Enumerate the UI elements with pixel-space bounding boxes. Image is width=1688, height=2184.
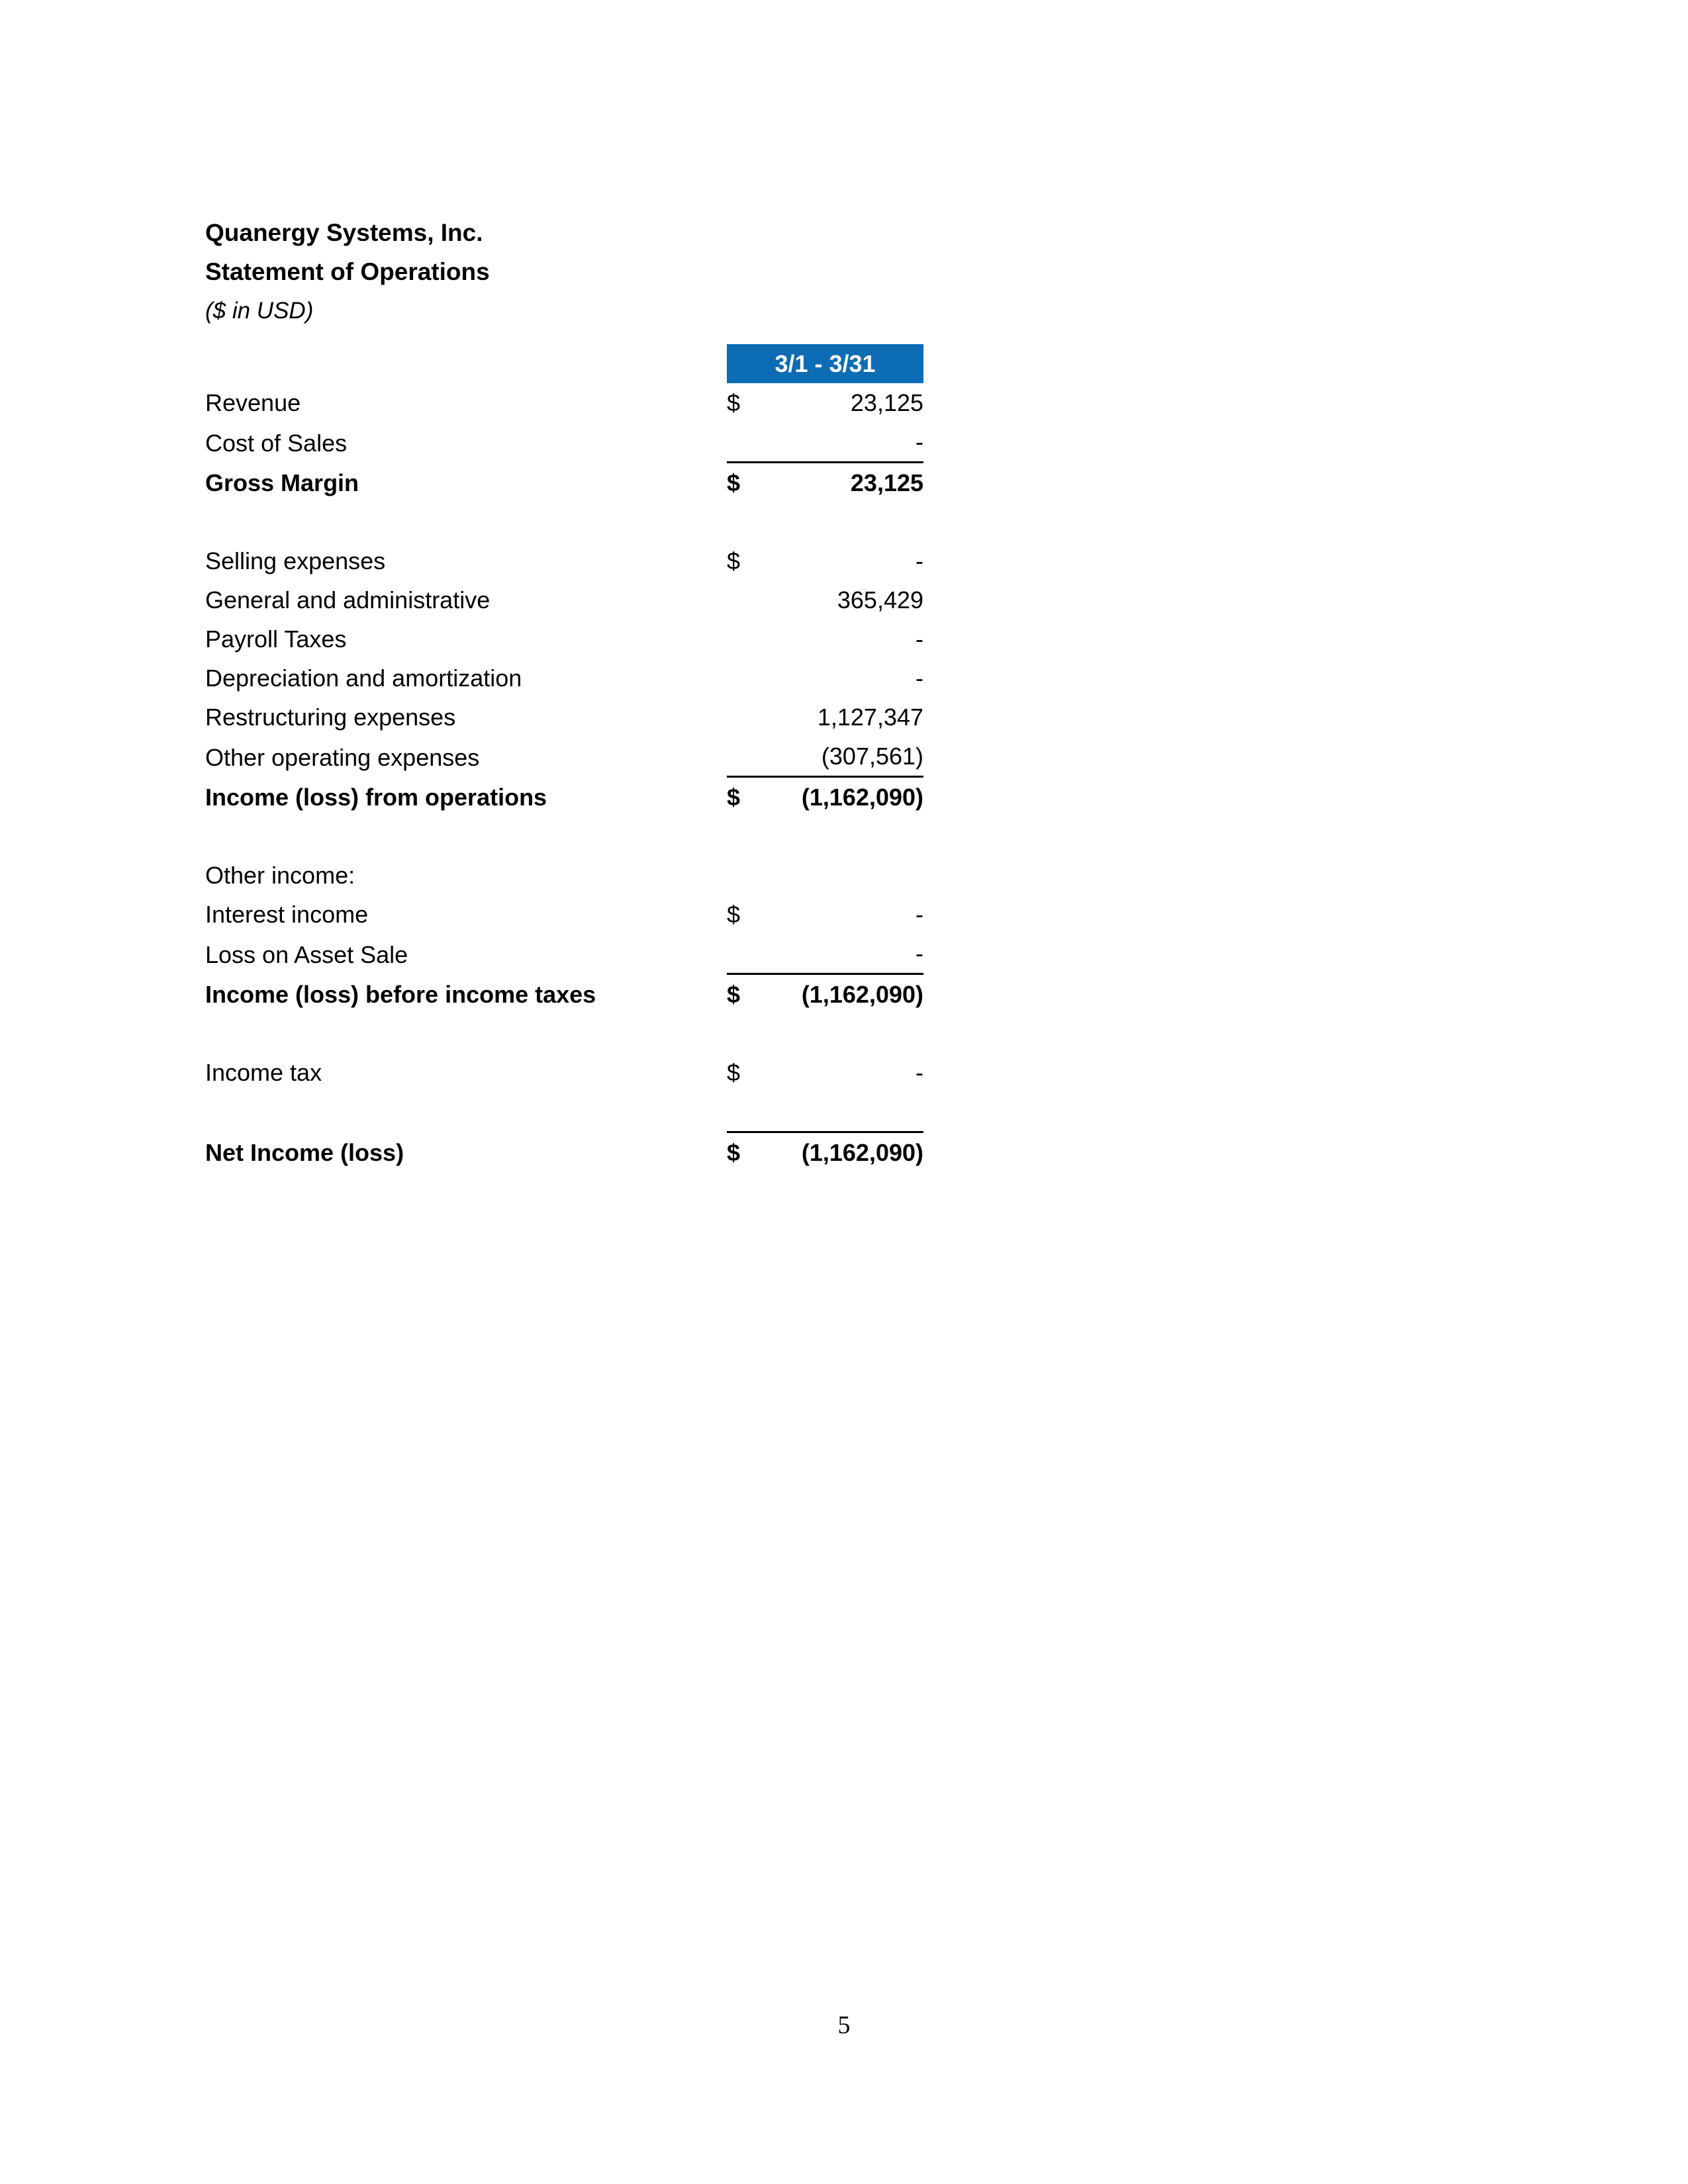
row-label-net-income: Net Income (loss) [205, 1139, 404, 1166]
row-spacer [205, 1092, 923, 1132]
row-label-general-administrative: General and administrative [205, 586, 491, 614]
column-header-period: 3/1 - 3/31 [727, 344, 923, 383]
table-row [205, 895, 923, 934]
table-row [205, 422, 923, 463]
row-spacer [205, 817, 923, 856]
row-value-other-income-heading [761, 856, 923, 895]
statement-of-operations-table [205, 344, 923, 1172]
row-label-payroll-taxes: Payroll Taxes [205, 625, 347, 653]
row-value-payroll-taxes: - [915, 625, 924, 653]
document-header [205, 213, 1000, 330]
row-label-other-income-heading: Other income: [205, 862, 355, 889]
row-label-other-operating-expenses: Other operating expenses [205, 743, 480, 771]
row-currency-gross-margin: $ [727, 463, 761, 503]
row-currency-general-administrative [727, 580, 761, 619]
row-spacer [205, 1014, 923, 1053]
row-currency-payroll-taxes [727, 619, 761, 659]
row-value-revenue: 23,125 [850, 389, 924, 416]
row-value-restructuring-expenses: 1,127,347 [817, 704, 924, 731]
table-row-subtotal [205, 974, 923, 1015]
row-value-income-before-taxes: (1,162,090) [761, 974, 923, 1015]
row-currency-income-from-operations: $ [727, 777, 761, 817]
table-row-total [205, 1132, 923, 1173]
table-row [205, 934, 923, 974]
row-value-net-income: (1,162,090) [761, 1132, 923, 1173]
row-value-gross-margin: 23,125 [761, 463, 923, 503]
row-spacer [205, 502, 923, 541]
row-currency-depreciation-amortization [727, 659, 761, 698]
row-label-interest-income: Interest income [205, 901, 369, 928]
row-currency-income-tax: $ [727, 1059, 741, 1086]
row-value-general-administrative: 365,429 [837, 586, 924, 614]
row-label-income-from-operations: Income (loss) from operations [205, 784, 547, 811]
table-row [205, 383, 923, 422]
row-currency-other-operating-expenses [727, 737, 761, 777]
page-number: 5 [837, 2011, 851, 2039]
row-currency-selling-expenses: $ [727, 547, 741, 574]
table-row [205, 1053, 923, 1092]
row-label-depreciation-amortization: Depreciation and amortization [205, 664, 522, 692]
row-currency-cost-of-sales [727, 422, 761, 463]
row-currency-other-income-heading [727, 856, 761, 895]
table-row [205, 619, 923, 659]
header-spacer [205, 344, 727, 383]
row-label-selling-expenses: Selling expenses [205, 547, 386, 574]
row-currency-loss-on-asset-sale [727, 934, 761, 974]
row-value-selling-expenses: - [915, 547, 924, 574]
units-note: ($ in USD) [205, 298, 314, 324]
row-currency-net-income: $ [727, 1132, 761, 1173]
table-row [205, 541, 923, 580]
row-label-cost-of-sales: Cost of Sales [205, 429, 348, 457]
table-row-subtotal [205, 777, 923, 817]
row-value-cost-of-sales: - [915, 428, 924, 455]
table-row [205, 856, 923, 895]
table-row [205, 698, 923, 737]
table-row-subtotal [205, 463, 923, 503]
row-value-loss-on-asset-sale: - [915, 940, 924, 967]
table-row [205, 580, 923, 619]
row-currency-income-before-taxes: $ [727, 974, 761, 1015]
row-label-income-tax: Income tax [205, 1059, 322, 1086]
row-label-revenue: Revenue [205, 389, 301, 416]
row-label-gross-margin: Gross Margin [205, 469, 359, 496]
row-value-interest-income: - [915, 901, 924, 928]
table-header-row [205, 344, 923, 383]
row-label-income-before-taxes: Income (loss) before income taxes [205, 981, 596, 1008]
table-row [205, 659, 923, 698]
row-currency-revenue: $ [727, 389, 741, 416]
row-value-depreciation-amortization: - [915, 664, 924, 692]
row-value-other-operating-expenses: (307,561) [821, 743, 924, 770]
row-currency-interest-income: $ [727, 901, 741, 928]
statement-title: Statement of Operations [205, 258, 490, 285]
row-value-income-from-operations: (1,162,090) [761, 777, 923, 817]
row-label-loss-on-asset-sale: Loss on Asset Sale [205, 940, 408, 968]
table-row [205, 737, 923, 777]
row-currency-restructuring-expenses [727, 698, 761, 737]
company-name: Quanergy Systems, Inc. [205, 219, 483, 246]
row-value-income-tax: - [915, 1059, 924, 1086]
row-label-restructuring-expenses: Restructuring expenses [205, 704, 456, 731]
